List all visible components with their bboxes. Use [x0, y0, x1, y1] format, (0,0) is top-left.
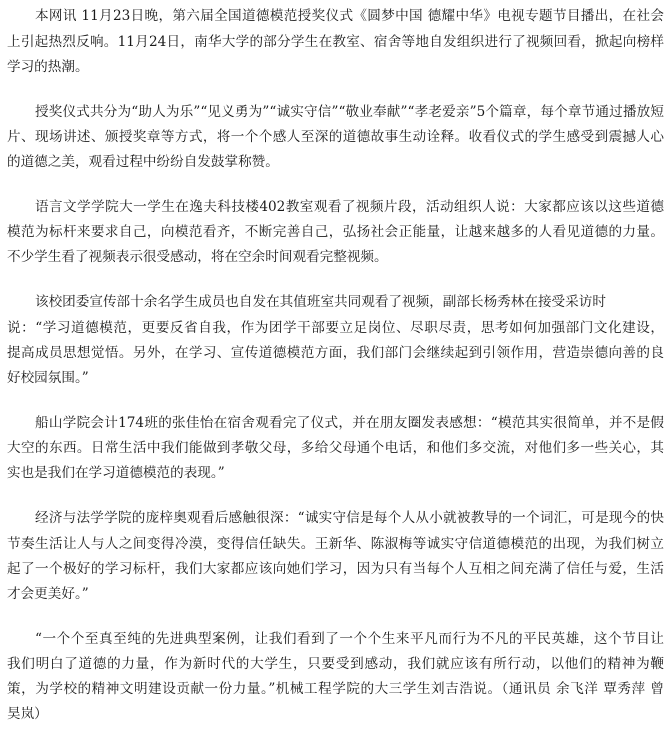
paragraph-7 — [7, 627, 664, 728]
paragraph-line: 好校园氛围。” — [7, 370, 89, 387]
paragraph-line: 昊岚） — [7, 706, 48, 723]
paragraph-line: 我们明白了道德的力量，作为新时代的大学生，只要受到感动，我们就应该有所行动，以他们的精神为鞭 — [7, 656, 664, 673]
paragraph-line: 大空的东西。日常生活中我们能做到孝敬父母，多给父母通个电话，和他们多交流，对他们多一些关心，其 — [7, 440, 664, 457]
paragraph-6 — [7, 506, 664, 607]
paragraph-line: 该校团委宣传部十余名学生成员也自发在其值班室共同观看了视频，副部长杨秀林在接受采访时 — [35, 294, 606, 311]
paragraph-line: 的道德之美，观看过程中纷纷自发鼓掌称赞。 — [7, 154, 279, 171]
paragraph-line: 本网讯 11月23日晚，第六届全国道德模范授奖仪式《圆梦中国 德耀中华》电视专题节目播出，在社会 — [35, 8, 664, 25]
paragraph-line: 实也是我们在学习道德模范的表现。” — [7, 465, 225, 482]
paragraph-line: 不少学生看了视频表示很受感动，将在空余时间观看完整视频。 — [7, 249, 388, 266]
paragraph-line: 学习的热潮。 — [7, 58, 89, 75]
paragraph-line: “一个个至真至纯的先进典型案例，让我们看到了一个个生来平凡而行为不凡的平民英雄，这个节目让 — [35, 630, 664, 647]
paragraph-3 — [7, 195, 664, 271]
paragraph-line: 起了一个极好的学习标杆，我们大家都应该向她们学习，因为只有当每个人互相之间充满了信任与爱，生活 — [7, 560, 664, 577]
paragraph-1 — [7, 4, 664, 80]
paragraph-line: 才会更美好。” — [7, 585, 89, 602]
paragraph-line: 模范为标杆来要求自己，向模范看齐，不断完善自己，弘扬社会正能量，让越来越多的人看见道德的力量。 — [7, 224, 664, 241]
article-body — [7, 4, 664, 727]
paragraph-line: 策，为学校的精神文明建设贡献一份力量。”机械工程学院的大三学生刘吉浩说。（通讯员 余飞洋 覃秀萍 曾 — [7, 681, 664, 698]
paragraph-line: 片、现场讲述、颁授奖章等方式，将一个个感人至深的道德故事生动诠释。收看仪式的学生感受到震撼人心 — [7, 128, 664, 145]
paragraph-line: 上引起热烈反响。11月24日，南华大学的部分学生在教室、宿舍等地自发组织进行了视频回看，掀起向榜样 — [7, 33, 664, 50]
paragraph-line: 授奖仪式共分为“助人为乐”“见义勇为”“诚实守信”“敬业奉献”“孝老爱亲”5个篇章，每个章节通过播放短 — [35, 103, 664, 120]
paragraph-5 — [7, 411, 664, 487]
paragraph-line: 说：“学习道德模范，更要反省自我，作为团学干部要立足岗位、尽职尽责，思考如何加强部门文化建设， — [7, 319, 664, 336]
paragraph-2 — [7, 100, 664, 176]
paragraph-line: 节奏生活让人与人之间变得冷漠，变得信任缺失。王新华、陈淑梅等诚实守信道德模范的出现，为我们树立 — [7, 535, 664, 552]
paragraph-line: 提高成员思想觉悟。另外，在学习、宣传道德模范方面，我们部门会继续起到引领作用，营造崇德向善的良 — [7, 344, 664, 361]
paragraph-line: 语言文学学院大一学生在逸夫科技楼402教室观看了视频片段，活动组织人说：大家都应该以这些道德 — [35, 199, 664, 216]
paragraph-line: 经济与法学学院的庞梓奥观看后感触很深：“诚实守信是每个人从小就被教导的一个词汇，可是现今的快 — [35, 510, 664, 527]
paragraph-line: 船山学院会计174班的张佳怡在宿舍观看完了仪式，并在朋友圈发表感想：“模范其实很简单，并不是假 — [35, 415, 664, 432]
paragraph-4 — [7, 290, 664, 391]
